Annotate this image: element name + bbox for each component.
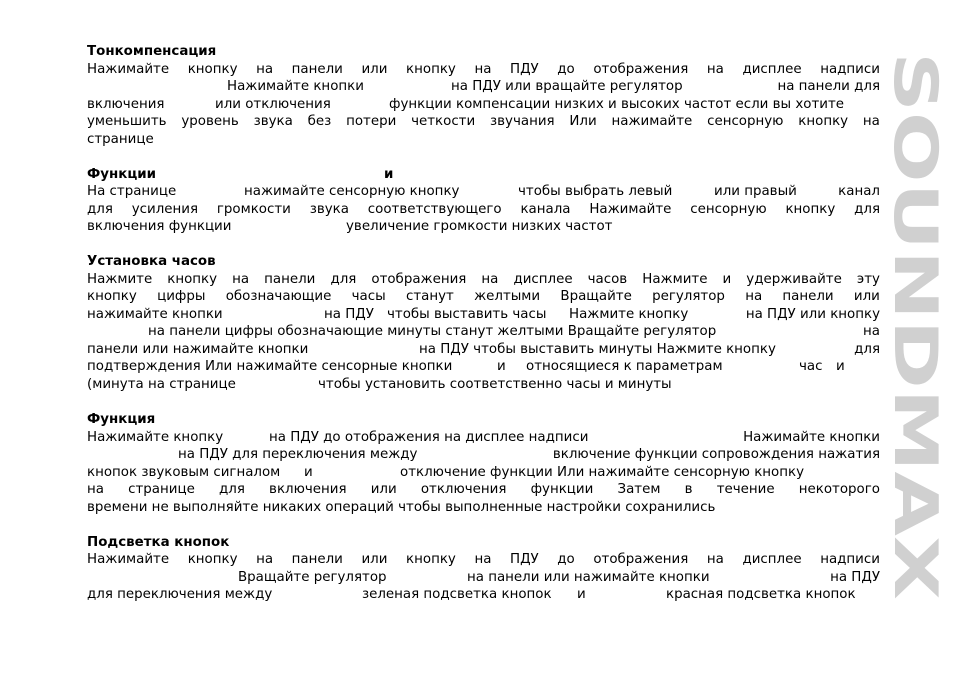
word: кнопку xyxy=(798,114,849,129)
word: панели xyxy=(291,552,343,567)
word: надписи xyxy=(820,62,880,77)
word: до xyxy=(557,552,575,567)
paragraph-line: на панели цифры обозначающие минуты станут желтыми Вращайте регулятор на xyxy=(148,324,880,339)
word: или xyxy=(361,62,388,77)
word: или xyxy=(361,552,388,567)
word: четкости xyxy=(411,114,476,129)
word: отключения xyxy=(420,482,507,497)
word: Нажмите xyxy=(87,272,153,287)
word: отображения xyxy=(593,62,689,77)
word: нажимайте xyxy=(611,114,693,129)
word: Нажмите xyxy=(642,272,708,287)
word: потери xyxy=(346,114,397,129)
word: станут xyxy=(405,289,454,304)
word: на xyxy=(474,62,492,77)
word: на xyxy=(256,62,274,77)
word: регулятор xyxy=(652,289,725,304)
word: цифры xyxy=(157,289,206,304)
word: в xyxy=(684,482,693,497)
section-title-beep: Функция xyxy=(87,412,156,427)
word: дисплее xyxy=(513,272,573,287)
brand-logo xyxy=(880,52,950,600)
word: или xyxy=(853,289,880,304)
paragraph-line: Нажимайте кнопки на ПДУ или вращайте регулятор на панели для xyxy=(227,79,880,94)
word: эту xyxy=(856,272,880,287)
word: соответствующего xyxy=(367,202,502,217)
paragraph-line: подтверждения Или нажимайте сенсорные кнопки и относящиеся к параметрам час и xyxy=(87,359,845,374)
word: дисплее xyxy=(742,552,802,567)
paragraph-line: для переключения между зеленая подсветка кнопок и красная подсветка кнопок xyxy=(87,587,856,602)
word: без xyxy=(307,114,332,129)
word: панели xyxy=(291,62,343,77)
brand-text: SOUNDMAX xyxy=(880,52,950,448)
word: Нажимайте xyxy=(589,202,672,217)
word: до xyxy=(557,62,575,77)
word: усиления xyxy=(131,202,199,217)
word: сенсорную xyxy=(707,114,784,129)
word: кнопку xyxy=(785,202,836,217)
word: звучания xyxy=(490,114,555,129)
word: Вращайте xyxy=(560,289,632,304)
word: на xyxy=(745,289,763,304)
word: панели xyxy=(264,272,316,287)
word: Нажимайте xyxy=(87,552,170,567)
paragraph-line: времени не выполняйте никаких операций чтобы выполненные настройки сохранились xyxy=(87,500,716,515)
word: громкости xyxy=(216,202,291,217)
paragraph-line xyxy=(87,201,880,219)
word: часов xyxy=(587,272,628,287)
word: кнопку xyxy=(187,62,238,77)
word: канала xyxy=(520,202,571,217)
paragraph-line xyxy=(87,113,880,131)
word: для xyxy=(854,202,880,217)
word: для xyxy=(87,202,113,217)
word: ПДУ xyxy=(510,552,539,567)
word: дисплее xyxy=(742,62,802,77)
word: на xyxy=(481,272,499,287)
word: уровень xyxy=(181,114,239,129)
word: кнопку xyxy=(187,552,238,567)
word: ПДУ xyxy=(510,62,539,77)
section-title-functions: Функции и xyxy=(87,167,394,182)
paragraph-line xyxy=(87,288,880,306)
word: на xyxy=(474,552,492,567)
paragraph-line: На странице нажимайте сенсорную кнопку чтобы выбрать левый или правый канал xyxy=(87,184,880,199)
word: кнопку xyxy=(406,552,456,567)
paragraph-line: включения функции увеличение громкости низких частот xyxy=(87,219,613,234)
word: на xyxy=(232,272,250,287)
word: на xyxy=(862,114,880,129)
word: включения xyxy=(269,482,347,497)
paragraph-line xyxy=(87,61,880,79)
word: обозначающие xyxy=(225,289,332,304)
paragraph-line: на ПДУ для переключения между включение функции сопровождения нажатия xyxy=(178,447,880,462)
word: на xyxy=(256,552,274,567)
word: на xyxy=(706,62,724,77)
paragraph-line: Вращайте регулятор на панели или нажимайте кнопки на ПДУ xyxy=(238,570,880,585)
word: некоторого xyxy=(798,482,880,497)
paragraph-line: нажимайте кнопки на ПДУ чтобы выставить часы Нажмите кнопку на ПДУ или кнопку xyxy=(87,307,880,322)
word: Или xyxy=(569,114,597,129)
word: для xyxy=(330,272,357,287)
word: кнопку xyxy=(406,62,456,77)
word: сенсорную xyxy=(690,202,767,217)
paragraph-line xyxy=(87,481,880,499)
paragraph-line: включения или отключения функции компенсации низких и высоких частот если вы хотите xyxy=(87,97,844,112)
word: уменьшить xyxy=(87,114,167,129)
word: странице xyxy=(128,482,195,497)
word: звука xyxy=(309,202,349,217)
word: кнопку xyxy=(87,289,137,304)
word: звука xyxy=(253,114,293,129)
word: удерживайте xyxy=(746,272,842,287)
paragraph-line: странице xyxy=(87,132,154,147)
word: на xyxy=(87,482,104,497)
paragraph-line: панели или нажимайте кнопки на ПДУ чтобы выставить минуты Нажмите кнопку для xyxy=(87,342,880,357)
word: надписи xyxy=(820,552,880,567)
paragraph-line: кнопок звуковым сигналом и отключение функции Или нажимайте сенсорную кнопку xyxy=(87,465,804,480)
word: и xyxy=(722,272,732,287)
paragraph-line: (минута на странице чтобы установить соответственно часы и минуты xyxy=(87,377,672,392)
word: отображения xyxy=(371,272,467,287)
word: на xyxy=(706,552,724,567)
word: для xyxy=(219,482,245,497)
paragraph-line: Нажимайте кнопку на ПДУ до отображения на дисплее надписи Нажимайте кнопки xyxy=(87,430,880,445)
word: функции xyxy=(530,482,594,497)
word: течение xyxy=(716,482,775,497)
word: желтыми xyxy=(474,289,541,304)
word: Нажимайте xyxy=(87,62,170,77)
word: отображения xyxy=(593,552,689,567)
word: Затем xyxy=(617,482,661,497)
word: или xyxy=(370,482,397,497)
paragraph-line xyxy=(87,271,880,289)
section-title-backlight: Подсветка кнопок xyxy=(87,535,230,550)
word: часы xyxy=(351,289,386,304)
section-title-loudness: Тонкомпенсация xyxy=(87,44,217,59)
word: кнопку xyxy=(167,272,218,287)
brand-logo-graphic xyxy=(880,52,950,600)
word: панели xyxy=(782,289,834,304)
paragraph-line xyxy=(87,551,880,569)
section-title-clock: Установка часов xyxy=(87,254,216,269)
